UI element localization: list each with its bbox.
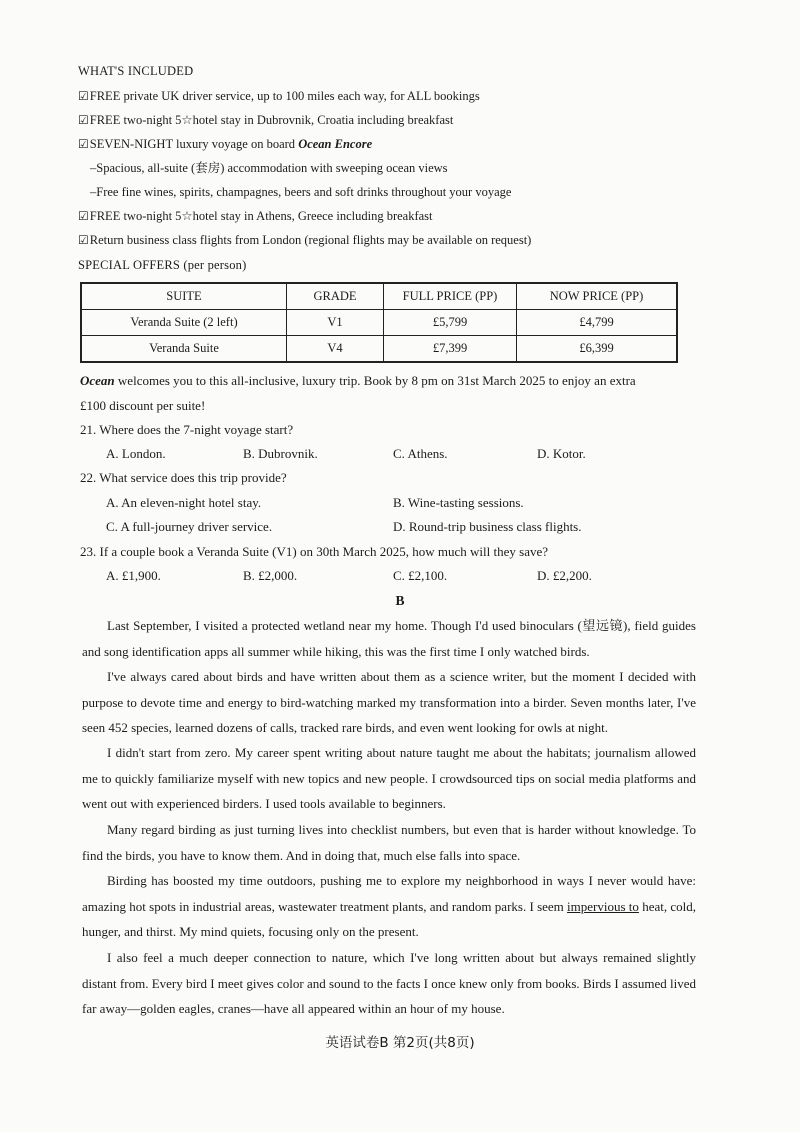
table-header-row xyxy=(81,283,677,310)
column-header: GRADE xyxy=(287,283,384,310)
underlined-phrase: impervious to xyxy=(567,898,639,914)
included-item: ☑FREE two-night 5☆hotel stay in Athens, Greece including breakfast xyxy=(78,209,433,223)
offers-table xyxy=(80,282,678,363)
page-footer: 英语试卷B 第2页(共8页) xyxy=(325,1035,475,1051)
answer-option: C. Athens. xyxy=(393,446,448,461)
checkbox-icon: ☑ xyxy=(78,233,89,247)
answer-option: A. £1,900. xyxy=(106,568,161,583)
table-cell: £5,799 xyxy=(384,310,517,336)
checkbox-icon: ☑ xyxy=(78,209,89,223)
ship-name: Ocean Encore xyxy=(298,137,373,151)
checkbox-icon: ☑ xyxy=(78,89,89,103)
question-stem: 22. What service does this trip provide? xyxy=(80,470,287,485)
included-item: ☑FREE private UK driver service, up to 100 miles each way, for ALL bookings xyxy=(78,89,480,103)
paragraph: I didn't start from zero. My career spent writing about nature taught me about the habitats; journalism allowed me to quickly familiarize myself with new topics and new people. I crowdsourced tips on social media platforms and went out with experienced birders. I used tools available to beginners. xyxy=(82,745,696,812)
answer-option: C. A full-journey driver service. xyxy=(106,519,273,534)
checkbox-icon: ☑ xyxy=(78,113,89,127)
checkbox-icon: ☑ xyxy=(78,137,89,151)
answer-option: D. Kotor. xyxy=(537,446,586,461)
answer-option: A. London. xyxy=(106,446,166,461)
offers-heading: SPECIAL OFFERS (per person) xyxy=(78,258,247,272)
included-item: ☑Return business class flights from London (regional flights may be available on request) xyxy=(78,233,532,247)
answer-option: B. Dubrovnik. xyxy=(243,446,318,461)
column-header: FULL PRICE (PP) xyxy=(384,283,517,310)
table-row xyxy=(81,310,677,336)
answer-option: D. Round-trip business class flights. xyxy=(393,519,582,534)
section-label: B xyxy=(395,593,405,608)
included-heading: WHAT'S INCLUDED xyxy=(78,64,194,78)
table-cell: £7,399 xyxy=(384,336,517,363)
column-header: SUITE xyxy=(81,283,287,310)
question-stem: 23. If a couple book a Veranda Suite (V1) on 30th March 2025, how much will they save? xyxy=(80,544,549,559)
table-cell: £4,799 xyxy=(517,310,678,336)
answer-option: A. An eleven-night hotel stay. xyxy=(106,495,262,510)
table-cell: £6,399 xyxy=(517,336,678,363)
column-header: NOW PRICE (PP) xyxy=(517,283,678,310)
answer-option: C. £2,100. xyxy=(393,568,448,583)
offers-note-line-2: £100 discount per suite! xyxy=(80,398,206,413)
included-item: ☑FREE two-night 5☆hotel stay in Dubrovnik, Croatia including breakfast xyxy=(78,113,454,127)
included-item: ☑SEVEN-NIGHT luxury voyage on board Ocean Encore xyxy=(78,137,373,151)
question-stem: 21. Where does the 7-night voyage start? xyxy=(80,422,294,437)
paragraph: Last September, I visited a protected wetland near my home. Though I'd used binoculars (望远镜), field guides and song identification apps all summer while hiking, this was the first time I only watched birds. xyxy=(82,618,696,659)
table-cell: Veranda Suite (2 left) xyxy=(81,310,287,336)
table-cell: Veranda Suite xyxy=(81,336,287,363)
brand-name: Ocean xyxy=(80,373,115,388)
paragraph: I've always cared about birds and have written about them as a science writer, but the moment I decided with purpose to devote time and energy to bird-watching marked my transformation into a birder. Seven months later, I've seen 452 species, learned dozens of calls, tracked rare birds, and even went looking for owls at night. xyxy=(82,669,696,736)
table-cell: V4 xyxy=(287,336,384,363)
answer-option: B. Wine-tasting sessions. xyxy=(393,495,524,510)
paragraph: Birding has boosted my time outdoors, pushing me to explore my neighborhood in ways I never would have: amazing hot spots in industrial areas, wastewater treatment plants, and random parks. I seem impervious to heat, cold, hunger, and thirst. My mind quiets, focusing only on the present. xyxy=(82,873,696,940)
paragraph: I also feel a much deeper connection to nature, which I've long written about but always remained slightly distant from. Every bird I meet gives color and sound to the facts I once knew only from books. Birds I assumed lived far away—golden eagles, cranes—have all appeared within an hour of my house. xyxy=(82,950,696,1017)
offers-note-line-1: Ocean welcomes you to this all-inclusive, luxury trip. Book by 8 pm on 31st March 2025 to enjoy an extra xyxy=(80,373,636,388)
table-row xyxy=(81,336,677,363)
paragraph: Many regard birding as just turning lives into checklist numbers, but even that is harder without knowledge. To find the birds, you have to know them. And in doing that, much else falls into space. xyxy=(82,822,696,863)
included-sub-item: –Spacious, all-suite (套房) accommodation with sweeping ocean views xyxy=(90,161,448,175)
included-sub-item: –Free fine wines, spirits, champagnes, beers and soft drinks throughout your voyage xyxy=(90,185,512,199)
answer-option: D. £2,200. xyxy=(537,568,592,583)
table-cell: V1 xyxy=(287,310,384,336)
answer-option: B. £2,000. xyxy=(243,568,298,583)
